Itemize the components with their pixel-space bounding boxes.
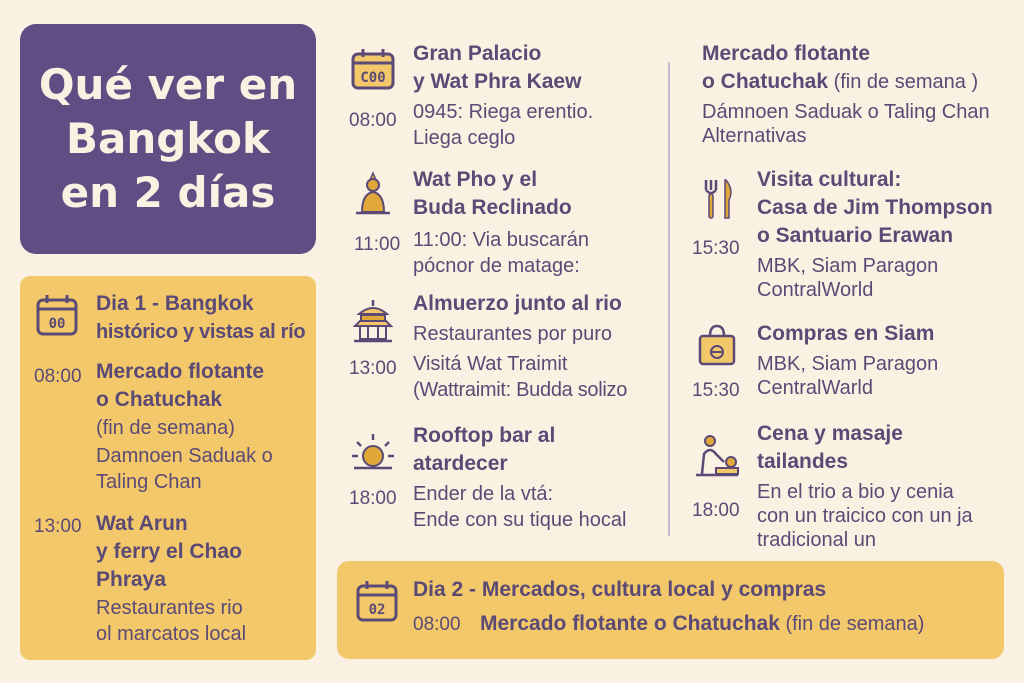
right-item2-time: 15:30: [692, 238, 740, 259]
right-item3-time: 15:30: [692, 380, 740, 401]
calendar-icon: [34, 292, 80, 338]
day1-item2-title3: Phraya: [96, 568, 167, 591]
middle-item3-time: 13:00: [349, 358, 397, 379]
day1-item2-title1: Wat Arun: [96, 512, 188, 535]
right-item1-title2-bold: o Chatuchak: [702, 70, 829, 93]
day1-item1-line3: Taling Chan: [96, 471, 202, 493]
column-divider: [668, 62, 670, 536]
day1-item1-line2: Damnoen Saduak o: [96, 445, 273, 467]
middle-item4-title2: atardecer: [413, 452, 508, 475]
day1-item1-title2: o Chatuchak: [96, 388, 223, 411]
day2-item: [480, 610, 924, 638]
sunset-icon: [350, 430, 396, 476]
middle-item4-line1: Ender de la vtá:: [413, 483, 554, 505]
day2-item-bold: Mercado flotante o Chatuchak: [480, 612, 780, 635]
utensils-icon: [694, 176, 740, 222]
buddha-icon: [350, 170, 396, 216]
day1-heading-line1: Dia 1 - Bangkok: [96, 292, 254, 315]
day1-item2-time: 13:00: [34, 516, 82, 537]
middle-item3-title1: Almuerzo junto al rio: [413, 292, 622, 315]
middle-item1-title1: Gran Palacio: [413, 42, 542, 65]
middle-item2-title2: Buda Reclinado: [413, 196, 572, 219]
day1-item2-line1: Restaurantes rio: [96, 597, 243, 619]
right-item3-line2: CentralWarld: [757, 377, 873, 399]
day1-item2-line2: ol marcatos local: [96, 623, 247, 645]
middle-item1-title2: y Wat Phra Kaew: [413, 70, 582, 93]
temple-icon: [350, 298, 396, 344]
massage-icon: [694, 432, 740, 478]
day1-heading-line2: histórico y vistas al río: [96, 321, 306, 343]
calendar-number: 00: [48, 316, 66, 332]
right-item1-title2: [702, 68, 978, 96]
day2-heading: Dia 2 - Mercados, cultura local y compras: [413, 578, 827, 601]
right-item2-title3: o Santuario Erawan: [757, 224, 954, 247]
middle-item2-line1: 11:00: Via buscarán: [413, 229, 590, 251]
title-line-2: Bangkok: [66, 114, 270, 163]
calendar-icon: [354, 578, 400, 624]
day2-item-normal: (fin de semana): [779, 613, 925, 635]
middle-item4-title1: Rooftop bar al: [413, 424, 556, 447]
calendar-icon: [350, 46, 396, 92]
day2-item-time: 08:00: [413, 614, 461, 635]
right-item4-title2: tailandes: [757, 450, 849, 473]
right-item3-title1: Compras en Siam: [757, 322, 935, 345]
calendar-number: 02: [368, 602, 386, 618]
middle-item3-line1: Restaurantes por puro: [413, 323, 613, 345]
middle-item1-line1: 0945: Riega erentio.: [413, 101, 594, 123]
day1-item1-line1: (fin de semana): [96, 417, 235, 439]
right-item1-line2: Alternativas: [702, 125, 807, 147]
right-item3-line1: MBK, Siam Paragon: [757, 353, 939, 375]
middle-item1-time: 08:00: [349, 110, 397, 131]
page-title: [39, 58, 297, 220]
middle-item4-time: 18:00: [349, 488, 397, 509]
right-item1-title2-normal: (fin de semana ): [828, 71, 979, 93]
middle-item3-line3: (Wattraimit: Budda solizo: [413, 379, 628, 401]
title-line-3: en 2 días: [60, 168, 276, 217]
right-item2-title1: Visita cultural:: [757, 168, 902, 191]
middle-item2-line2: pócnor de matage:: [413, 255, 580, 277]
right-item2-line2: ContralWorld: [757, 279, 874, 301]
right-item4-time: 18:00: [692, 500, 740, 521]
title-line-1: Qué ver en: [38, 60, 298, 109]
right-item2-line1: MBK, Siam Paragon: [757, 255, 939, 277]
title-panel: [20, 24, 316, 254]
right-item4-title1: Cena y masaje: [757, 422, 903, 445]
shopping-bag-icon: [694, 322, 740, 368]
middle-item2-time: 11:00: [354, 234, 401, 255]
middle-item4-line2: Ende con su tique hocal: [413, 509, 627, 531]
right-item1-line1: Dámnoen Saduak o Taling Chan: [702, 101, 990, 123]
right-item4-line3: tradicional un: [757, 529, 876, 551]
right-item4-line1: En el trio a bio y cenia: [757, 481, 954, 503]
right-item1-title1: Mercado flotante: [702, 42, 871, 65]
day1-item1-title1: Mercado flotante: [96, 360, 265, 383]
day1-item2-title2: y ferry el Chao: [96, 540, 242, 563]
middle-item2-title1: Wat Pho y el: [413, 168, 538, 191]
right-item2-title2: Casa de Jim Thompson: [757, 196, 993, 219]
right-item4-line2: con un traicico con un ja: [757, 505, 973, 527]
calendar-number: C00: [360, 70, 386, 86]
middle-item1-line2: Liega ceglo: [413, 127, 516, 149]
middle-item3-line2: Visitá Wat Traimit: [413, 353, 568, 375]
day1-item1-time: 08:00: [34, 366, 82, 387]
